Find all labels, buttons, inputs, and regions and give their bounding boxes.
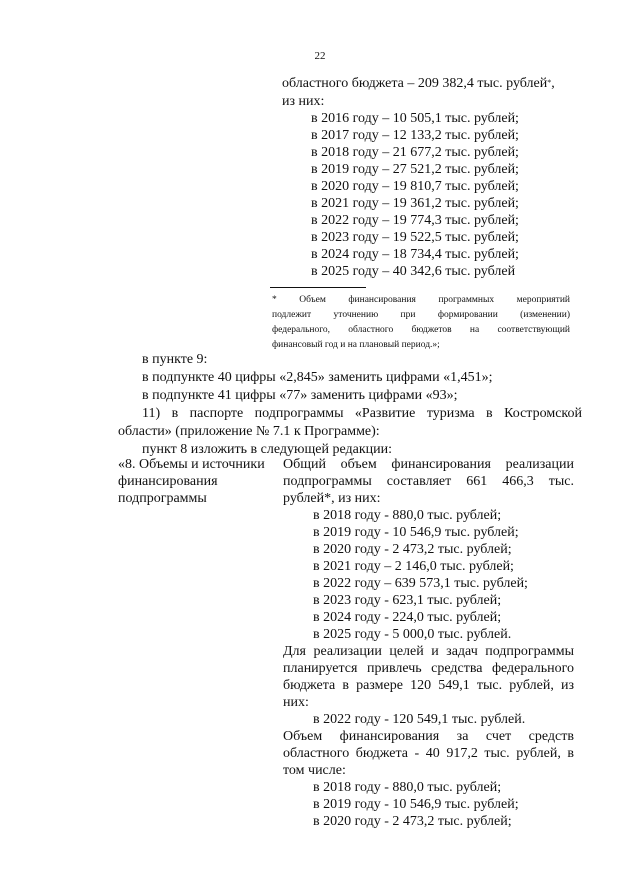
- total-year: в 2019 году - 10 546,9 тыс. рублей;: [313, 525, 519, 540]
- year-item: в 2018 году – 21 677,2 тыс. рублей;: [311, 145, 519, 160]
- amendment-line: пункт 8 изложить в следующей редакции:: [142, 442, 392, 457]
- budget-line-text: областного бюджета – 209 382,4 тыс. рублей: [282, 76, 548, 91]
- federal-line: планируется привлечь средства федерального: [283, 661, 574, 676]
- total-year: в 2022 году – 639 573,1 тыс. рублей;: [313, 576, 528, 591]
- footnote-mark: *: [547, 78, 552, 87]
- year-item: в 2023 году – 19 522,5 тыс. рублей;: [311, 230, 519, 245]
- regional-line: том числе:: [283, 763, 346, 778]
- page-number: 22: [314, 50, 326, 62]
- regional-year: в 2019 году - 10 546,9 тыс. рублей;: [313, 797, 519, 812]
- federal-year: в 2022 году - 120 549,1 тыс. рублей.: [313, 712, 526, 727]
- total-year: в 2024 году - 224,0 тыс. рублей;: [313, 610, 502, 625]
- federal-line: них:: [283, 695, 309, 710]
- year-item: в 2020 году – 19 810,7 тыс. рублей;: [311, 179, 519, 194]
- year-item: в 2024 году – 18 734,4 тыс. рублей;: [311, 247, 519, 262]
- total-line: подпрограммы составляет 661 466,3 тыс.: [283, 474, 574, 489]
- of-them-label: из них:: [282, 94, 325, 109]
- total-year: в 2025 году - 5 000,0 тыс. рублей.: [313, 627, 512, 642]
- federal-line: Для реализации целей и задач подпрограммы: [283, 644, 574, 659]
- amendment-line: в подпункте 40 цифры «2,845» заменить цифрами «1,451»;: [142, 370, 493, 385]
- total-line: Общий объем финансирования реализации: [283, 457, 574, 472]
- amendment-line: в пункте 9:: [142, 352, 208, 367]
- total-year: в 2021 году – 2 146,0 тыс. рублей;: [313, 559, 514, 574]
- total-year: в 2023 году - 623,1 тыс. рублей;: [313, 593, 502, 608]
- regional-line: областного бюджета - 40 917,2 тыс. рублей, в: [283, 746, 574, 761]
- regional-year: в 2020 году - 2 473,2 тыс. рублей;: [313, 814, 512, 829]
- budget-line: [282, 75, 555, 92]
- amendment-line: в подпункте 41 цифры «77» заменить цифрами «93»;: [142, 388, 458, 403]
- footnote-rule: [270, 287, 366, 288]
- amendment-line: 11) в паспорте подпрограммы «Развитие туризма в Костромской: [142, 406, 582, 421]
- footnote-line: финансовый год и на плановый период.»;: [272, 340, 440, 350]
- section-title-line: подпрограммы: [118, 491, 207, 506]
- year-item: в 2021 году – 19 361,2 тыс. рублей;: [311, 196, 519, 211]
- year-item: в 2025 году – 40 342,6 тыс. рублей: [311, 264, 516, 279]
- section-title-line: «8. Объемы и источники: [118, 457, 265, 472]
- year-item: в 2017 году – 12 133,2 тыс. рублей;: [311, 128, 519, 143]
- budget-line-tail: ,: [551, 76, 555, 91]
- year-item: в 2022 году – 19 774,3 тыс. рублей;: [311, 213, 519, 228]
- total-line: рублей*, из них:: [283, 491, 381, 506]
- footnote-line: федерального, областного бюджетов на соответствующий: [272, 325, 570, 335]
- year-item: в 2016 году – 10 505,1 тыс. рублей;: [311, 111, 519, 126]
- regional-year: в 2018 году - 880,0 тыс. рублей;: [313, 780, 502, 795]
- section-title-line: финансирования: [118, 474, 218, 489]
- total-year: в 2018 году - 880,0 тыс. рублей;: [313, 508, 502, 523]
- total-year: в 2020 году - 2 473,2 тыс. рублей;: [313, 542, 512, 557]
- footnote-line: подлежит уточнению при формировании (изменении): [272, 310, 570, 320]
- year-item: в 2019 году – 27 521,2 тыс. рублей;: [311, 162, 519, 177]
- federal-line: бюджета в размере 120 549,1 тыс. рублей, из: [283, 678, 574, 693]
- amendment-line: области» (приложение № 7.1 к Программе):: [118, 424, 380, 439]
- regional-line: Объем финансирования за счет средств: [283, 729, 574, 744]
- footnote-line: * Объем финансирования программных мероприятий: [272, 295, 570, 305]
